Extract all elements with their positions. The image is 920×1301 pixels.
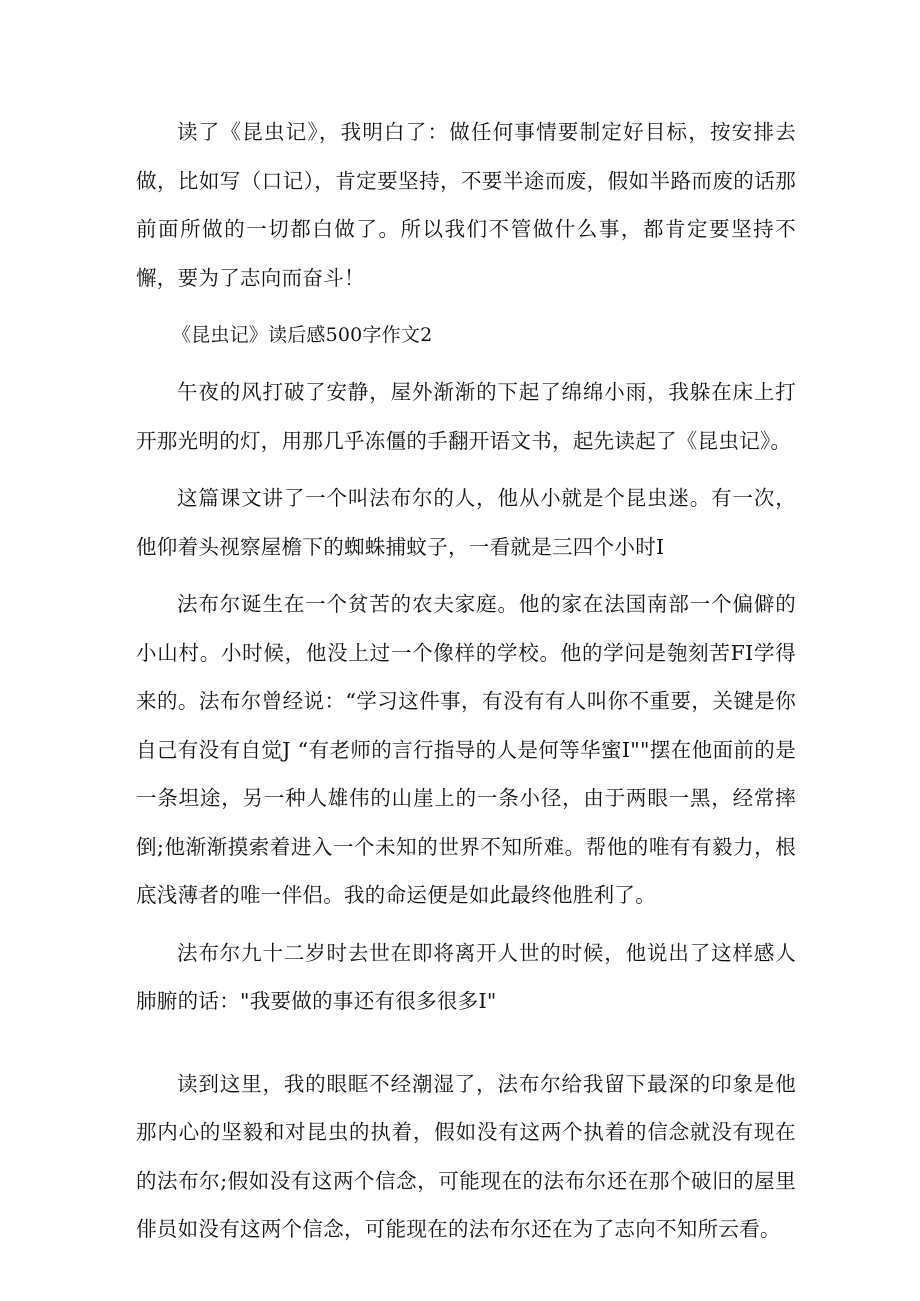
spacer <box>136 571 796 580</box>
paragraph-midnight: 午夜的风打破了安静，屋外渐渐的下起了绵绵小雨，我躲在床上打开那光明的灯，用那几乎冻僵的手翻开语文书，起先读起了《昆虫记》。 <box>136 380 796 453</box>
spacer <box>136 359 796 368</box>
spacer <box>136 1026 796 1060</box>
paragraph-last-words: 法布尔九十二岁时去世在即将离开人世的时候，他说出了这样感人肺腑的话："我要做的事还有很多很多I" <box>136 940 796 1013</box>
spacer <box>136 920 796 929</box>
essay-title: 《昆虫记》读后感500字作文2 <box>172 324 433 346</box>
paragraph-biography: 法布尔诞生在一个贫苦的农夫家庭。他的家在法国南部一个偏僻的小山村。小时候，他没上过一个像样的学校。他的学问是匏刻苦FI学得来的。法布尔曾经说：“学习这件事，有没有有人叫你不重要，关键是你自己有没有自觉J “有老师的言行指导的人是何等华蜜I""摆在他面前的是一条坦途，另一种人雄伟的山崖上的一条小径，由于两眼一黑，经常摔倒;他渐渐摸索着进入一个未知的世界不知所难。帮他的唯有有毅力，根底浅薄者的唯一伴侣。我的命运便是如此最终他胜利了。 <box>136 592 796 907</box>
paragraph-conclusion: 读了《昆虫记》，我明白了：做任何事情要制定好目标，按安排去做，比如写（口记），肯定要坚持，不要半途而废，假如半路而废的话那前面所做的一切都白做了。所以我们不管做什么事，都肯定要坚持不懈，要为了志向而奋斗！ <box>136 120 796 290</box>
spacer <box>136 465 796 474</box>
spacer <box>136 302 796 311</box>
paragraph-lesson: 这篇课文讲了一个叫法布尔的人，他从小就是个昆虫迷。有一次，他仰着头视察屋檐下的蜘蛛捕蚊子，一看就是三四个小时I <box>136 486 796 559</box>
document-body <box>136 108 796 1254</box>
paragraph-reflection: 读到这里，我的眼眶不经潮湿了，法布尔给我留下最深的印象是他那内心的坚毅和对昆虫的执着，假如没有这两个执着的信念就没有现在的法布尔;假如没有这两个信念，可能现在的法布尔还在那个破旧的屋里俳员如没有这两个信念，可能现在的法布尔还在为了志向不知所云看。 <box>136 1071 796 1241</box>
